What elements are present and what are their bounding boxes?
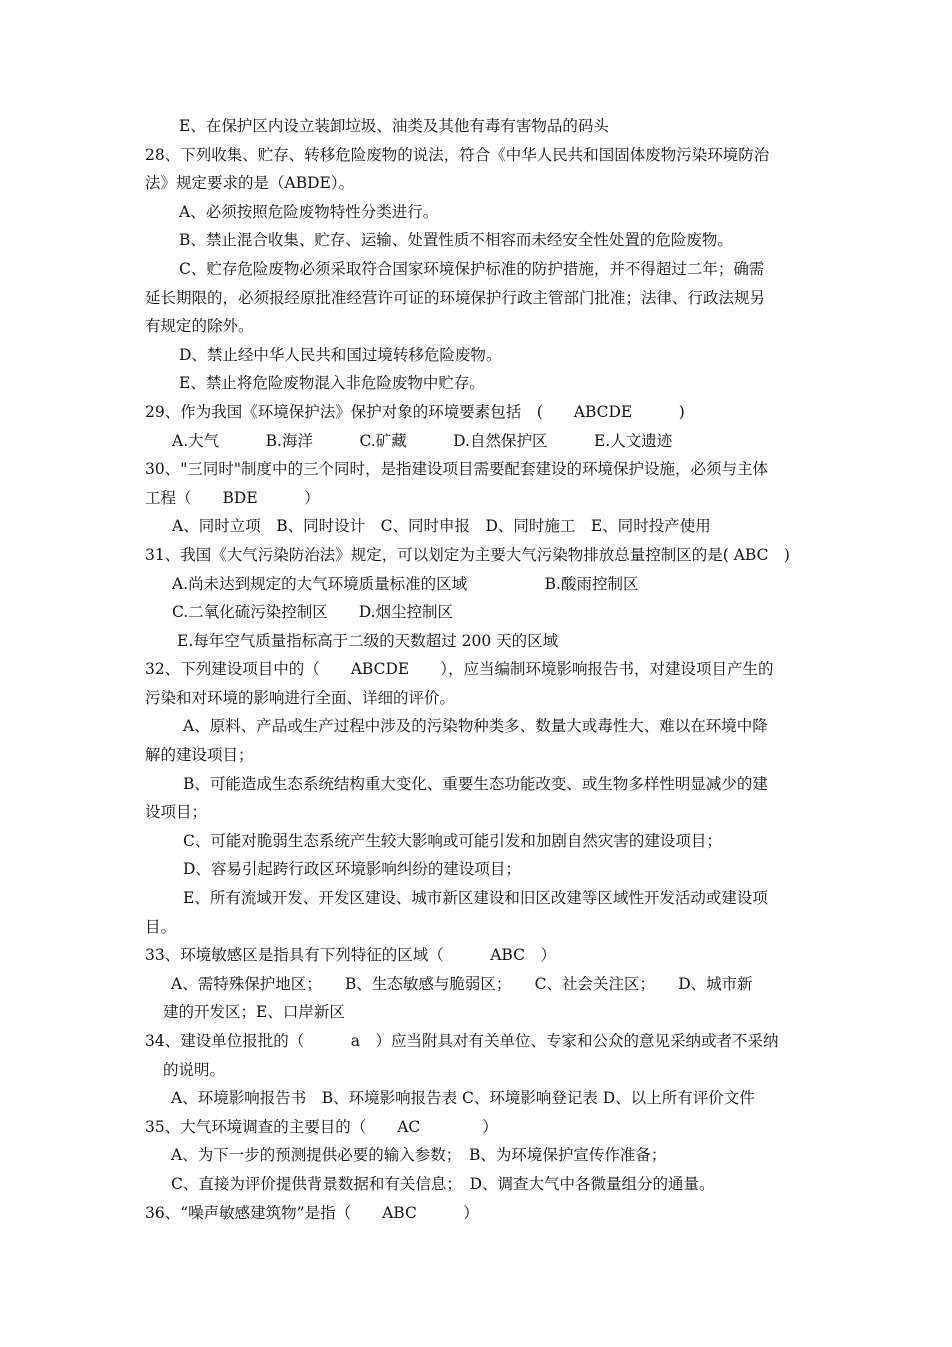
- text-line: 延长期限的，必须报经原批准经营许可证的环境保护行政主管部门批准；法律、行政法规另: [145, 288, 766, 307]
- question-29: 29、作为我国《环境保护法》保护对象的环境要素包括 ( ABCDE ): [145, 402, 685, 421]
- text-line: 法》规定要求的是（ABDE）。: [145, 174, 355, 193]
- text-line: 有规定的除外。: [145, 317, 254, 336]
- text-line: 的说明。: [163, 1060, 226, 1079]
- text-line: E、在保护区内设立装卸垃圾、油类及其他有毒有害物品的码头: [179, 117, 609, 135]
- question-34: 34、建设单位报批的（ a ）应当附具对有关单位、专家和公众的意见采纳或者不采纳: [145, 1032, 779, 1050]
- options-line: A、环境影响报告书 B、环境影响报告表 C、环境影响登记表 D、以上所有评价文件: [171, 1089, 755, 1108]
- question-36: 36、“噪声敏感建筑物”是指（ ABC ）: [145, 1203, 479, 1222]
- option-e: E、所有流域开发、开发区建设、城市新区建设和旧区改建等区域性开发活动或建设项: [183, 889, 768, 908]
- question-33: 33、环境敏感区是指具有下列特征的区域（ ABC ）: [145, 946, 556, 965]
- option-d: D、禁止经中华人民共和国过境转移危险废物。: [179, 345, 502, 364]
- question-35: 35、大气环境调查的主要目的（ AC ）: [145, 1117, 498, 1136]
- option-a: A、必须按照危险废物特性分类进行。: [179, 202, 439, 221]
- options-line: A、需特殊保护地区； B、生态敏感与脆弱区； C、社会关注区； D、城市新: [171, 974, 753, 993]
- options-line: C、直接为评价提供背景数据和有关信息； D、调查大气中各微量组分的通量。: [171, 1174, 715, 1193]
- text-line: 工程（ BDE ）: [145, 488, 320, 507]
- options-line: A、同时立项 B、同时设计 C、同时申报 D、同时施工 E、同时投产使用: [172, 517, 711, 536]
- option-b: B、禁止混合收集、贮存、运输、处置性质不相容而未经安全性处置的危险废物。: [179, 231, 733, 250]
- option-a: A、原料、产品或生产过程中涉及的污染物种类多、数量大或毒性大、难以在环境中降: [183, 717, 768, 736]
- options-line: A、为下一步的预测提供必要的输入参数； B、为环境保护宣传作准备；: [171, 1146, 667, 1165]
- text-line: 设项目；: [145, 803, 208, 822]
- document-body: [145, 112, 815, 1227]
- option-e: E、禁止将危险废物混入非危险废物中贮存。: [179, 374, 485, 393]
- text-line: 建的开发区；E、口岸新区: [163, 1003, 345, 1022]
- question-30: 30、"三同时"制度中的三个同时，是指建设项目需要配套建设的环境保护设施，必须与主体: [145, 460, 768, 479]
- option-c: C、贮存危险废物必须采取符合国家环境保护标准的防护措施，并不得超过二年；确需: [179, 259, 765, 278]
- options-line: C.二氧化硫污染控制区 D.烟尘控制区: [172, 603, 454, 622]
- question-31: 31、我国《大气污染防治法》规定，可以划定为主要大气污染物排放总量控制区的是( ABC ): [145, 545, 790, 564]
- option-c: C、可能对脆弱生态系统产生较大影响或可能引发和加剧自然灾害的建设项目；: [183, 831, 722, 850]
- question-28: 28、下列收集、贮存、转移危险废物的说法，符合《中华人民共和国固体废物污染环境防治: [145, 145, 770, 164]
- option-b: B、可能造成生态系统结构重大变化、重要生态功能改变、或生物多样性明显减少的建: [183, 774, 768, 793]
- question-32: 32、下列建设项目中的（ ABCDE ），应当编制环境影响报告书，对建设项目产生的: [145, 660, 774, 679]
- option-e: E.每年空气质量指标高于二级的天数超过 200 天的区域: [177, 631, 559, 650]
- option-d: D、容易引起跨行政区环境影响纠纷的建设项目；: [183, 860, 521, 879]
- options-line: A.尚未达到规定的大气环境质量标准的区域 B.酸雨控制区: [172, 574, 639, 593]
- text-line: 污染和对环境的影响进行全面、详细的评价。: [145, 688, 456, 707]
- text-line: 目。: [145, 917, 177, 936]
- options-line: A.大气 B.海洋 C.矿藏 D.自然保护区 E.人文遗迹: [172, 431, 673, 450]
- text-line: 解的建设项目；: [145, 746, 254, 765]
